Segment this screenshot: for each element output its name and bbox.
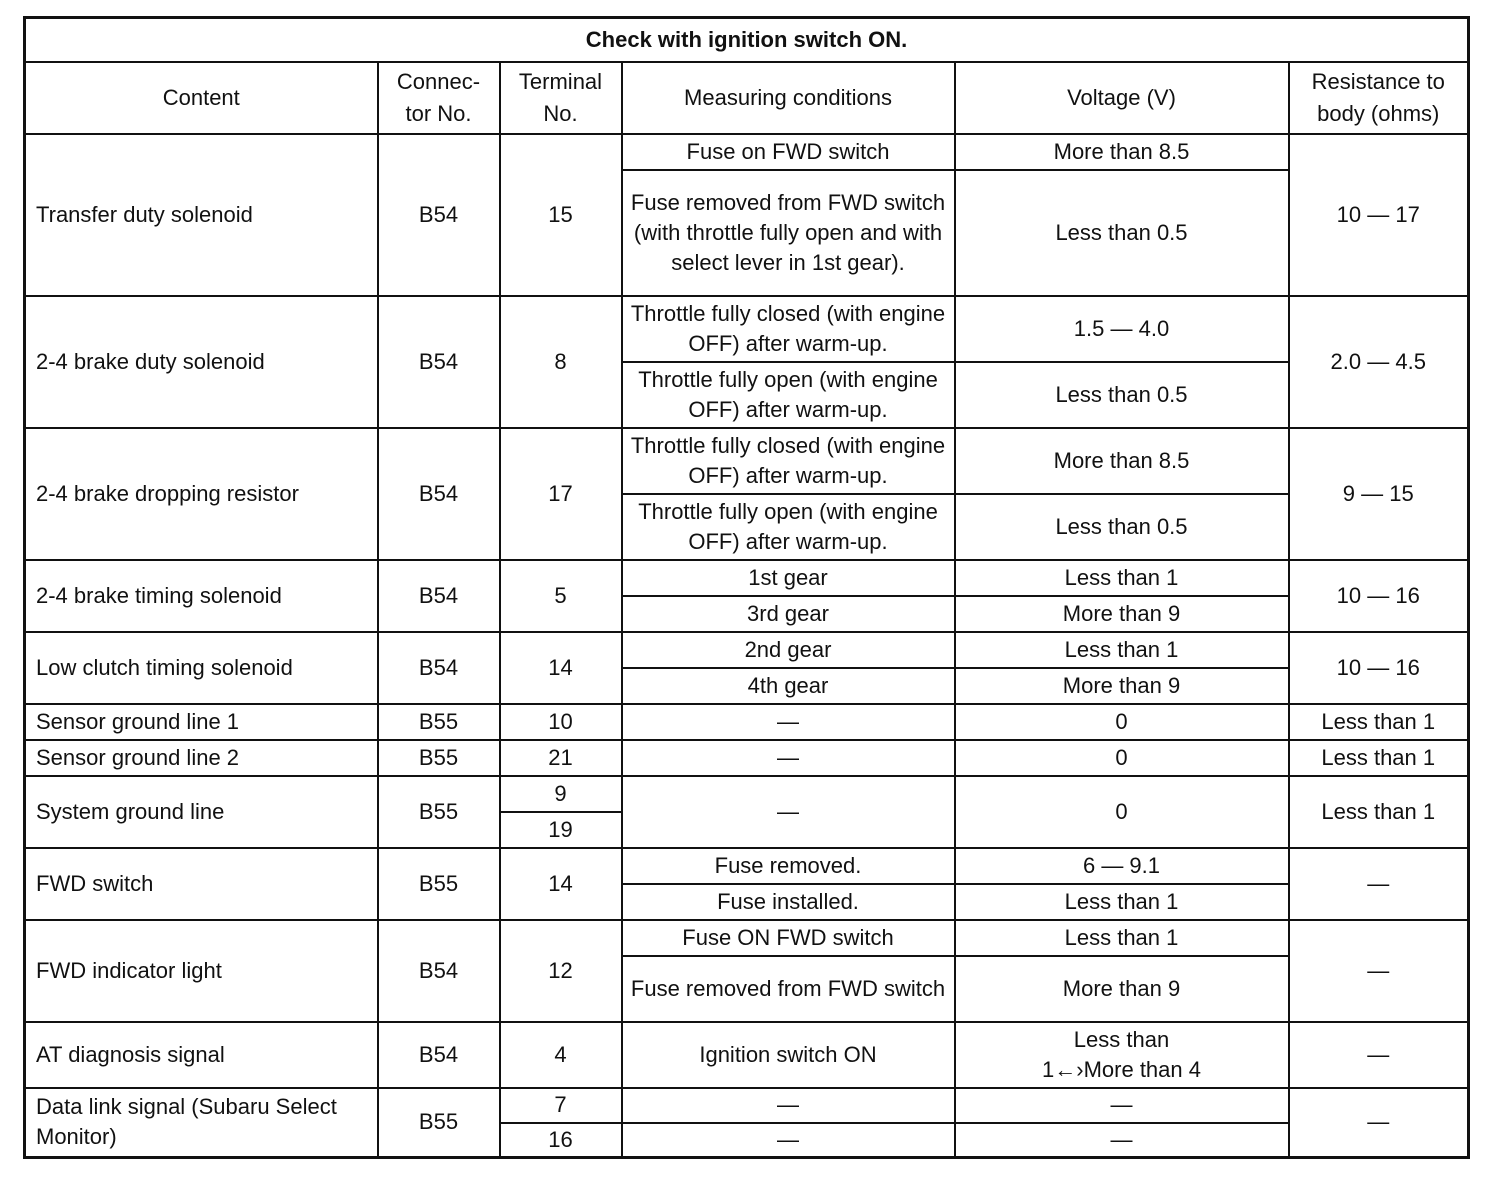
- terminal-cell: 16: [500, 1123, 622, 1158]
- voltage-cell: Less than 1: [955, 560, 1289, 596]
- resistance-cell: —: [1289, 1088, 1469, 1158]
- connector-cell: B54: [378, 428, 500, 560]
- content-cell: FWD indicator light: [25, 920, 378, 1022]
- voltage-cell: More than 8.5: [955, 134, 1289, 170]
- condition-cell: Fuse on FWD switch: [622, 134, 955, 170]
- terminal-cell: 12: [500, 920, 622, 1022]
- resistance-cell: 10 — 17: [1289, 134, 1469, 296]
- terminal-cell: 7: [500, 1088, 622, 1123]
- content-cell: 2-4 brake dropping resistor: [25, 428, 378, 560]
- condition-cell: Fuse installed.: [622, 884, 955, 920]
- connector-cell: B54: [378, 920, 500, 1022]
- terminal-cell: 4: [500, 1022, 622, 1088]
- content-cell: 2-4 brake duty solenoid: [25, 296, 378, 428]
- content-cell: Transfer duty solenoid: [25, 134, 378, 296]
- voltage-cell: More than 9: [955, 668, 1289, 704]
- condition-cell: 4th gear: [622, 668, 955, 704]
- header-conditions: Measuring conditions: [622, 62, 955, 134]
- voltage-cell: Less than 1: [955, 632, 1289, 668]
- voltage-cell: Less than 1: [955, 884, 1289, 920]
- voltage-cell: 6 — 9.1: [955, 848, 1289, 884]
- connector-cell: B54: [378, 1022, 500, 1088]
- connector-cell: B54: [378, 134, 500, 296]
- voltage-cell: —: [955, 1088, 1289, 1123]
- voltage-cell: Less than 1: [955, 920, 1289, 956]
- resistance-cell: 10 — 16: [1289, 632, 1469, 704]
- condition-cell: Throttle fully closed (with engine OFF) after warm-up.: [622, 296, 955, 362]
- condition-cell: Fuse removed.: [622, 848, 955, 884]
- condition-cell: Fuse removed from FWD switch (with throttle fully open and with select lever in 1st gear).: [622, 170, 955, 296]
- content-cell: 2-4 brake timing solenoid: [25, 560, 378, 632]
- table-row: [25, 740, 1469, 776]
- terminal-cell: 8: [500, 296, 622, 428]
- voltage-cell: Less than 0.5: [955, 494, 1289, 560]
- resistance-cell: Less than 1: [1289, 776, 1469, 848]
- table-row: [25, 704, 1469, 740]
- voltage-cell: 0: [955, 740, 1289, 776]
- connector-cell: B55: [378, 848, 500, 920]
- connector-cell: B55: [378, 1088, 500, 1158]
- ignition-check-table: [23, 16, 1470, 1159]
- terminal-cell: 10: [500, 704, 622, 740]
- table-row: [25, 134, 1469, 170]
- header-terminal: Terminal No.: [500, 62, 622, 134]
- resistance-cell: Less than 1: [1289, 704, 1469, 740]
- voltage-cell: Less than 0.5: [955, 170, 1289, 296]
- content-cell: FWD switch: [25, 848, 378, 920]
- content-cell: Data link signal (Subaru Select Monitor): [25, 1088, 378, 1158]
- resistance-cell: Less than 1: [1289, 740, 1469, 776]
- terminal-cell: 14: [500, 632, 622, 704]
- condition-cell: —: [622, 1088, 955, 1123]
- condition-cell: Throttle fully closed (with engine OFF) after warm-up.: [622, 428, 955, 494]
- voltage-cell: 0: [955, 776, 1289, 848]
- condition-cell: 3rd gear: [622, 596, 955, 632]
- table-row: [25, 632, 1469, 668]
- table-row: [25, 296, 1469, 362]
- voltage-cell: 1.5 — 4.0: [955, 296, 1289, 362]
- condition-cell: —: [622, 740, 955, 776]
- condition-cell: —: [622, 1123, 955, 1158]
- condition-cell: Ignition switch ON: [622, 1022, 955, 1088]
- connector-cell: B55: [378, 740, 500, 776]
- terminal-cell: 15: [500, 134, 622, 296]
- condition-cell: Fuse ON FWD switch: [622, 920, 955, 956]
- resistance-cell: —: [1289, 848, 1469, 920]
- content-cell: AT diagnosis signal: [25, 1022, 378, 1088]
- condition-cell: 2nd gear: [622, 632, 955, 668]
- connector-cell: B54: [378, 560, 500, 632]
- connector-cell: B55: [378, 704, 500, 740]
- connector-cell: B54: [378, 632, 500, 704]
- resistance-cell: 9 — 15: [1289, 428, 1469, 560]
- terminal-cell: 5: [500, 560, 622, 632]
- terminal-cell: 21: [500, 740, 622, 776]
- condition-cell: Fuse removed from FWD switch: [622, 956, 955, 1022]
- resistance-cell: 10 — 16: [1289, 560, 1469, 632]
- content-cell: Sensor ground line 2: [25, 740, 378, 776]
- voltage-cell: More than 9: [955, 596, 1289, 632]
- resistance-cell: —: [1289, 920, 1469, 1022]
- content-cell: System ground line: [25, 776, 378, 848]
- condition-cell: Throttle fully open (with engine OFF) after warm-up.: [622, 362, 955, 428]
- terminal-cell: 14: [500, 848, 622, 920]
- terminal-cell: 17: [500, 428, 622, 560]
- table-row: [25, 560, 1469, 596]
- connector-cell: B55: [378, 776, 500, 848]
- voltage-cell: More than 8.5: [955, 428, 1289, 494]
- header-resistance: Resistance to body (ohms): [1289, 62, 1469, 134]
- table-row: [25, 1022, 1469, 1088]
- content-cell: Sensor ground line 1: [25, 704, 378, 740]
- terminal-cell: 9: [500, 776, 622, 812]
- table-title: Check with ignition switch ON.: [25, 18, 1469, 62]
- voltage-cell: —: [955, 1123, 1289, 1158]
- voltage-cell: More than 9: [955, 956, 1289, 1022]
- table-row: [25, 848, 1469, 884]
- table-row: [25, 428, 1469, 494]
- header-voltage: Voltage (V): [955, 62, 1289, 134]
- condition-cell: 1st gear: [622, 560, 955, 596]
- voltage-cell: 0: [955, 704, 1289, 740]
- header-connector: Connec-tor No.: [378, 62, 500, 134]
- condition-cell: —: [622, 776, 955, 848]
- content-cell: Low clutch timing solenoid: [25, 632, 378, 704]
- table-row: [25, 1088, 1469, 1123]
- resistance-cell: 2.0 — 4.5: [1289, 296, 1469, 428]
- terminal-cell: 19: [500, 812, 622, 848]
- resistance-cell: —: [1289, 1022, 1469, 1088]
- voltage-cell: Less than 0.5: [955, 362, 1289, 428]
- condition-cell: —: [622, 704, 955, 740]
- header-content: Content: [25, 62, 378, 134]
- condition-cell: Throttle fully open (with engine OFF) after warm-up.: [622, 494, 955, 560]
- connector-cell: B54: [378, 296, 500, 428]
- voltage-cell: Less than 1←›More than 4: [955, 1022, 1289, 1088]
- table-row: [25, 776, 1469, 812]
- table-row: [25, 920, 1469, 956]
